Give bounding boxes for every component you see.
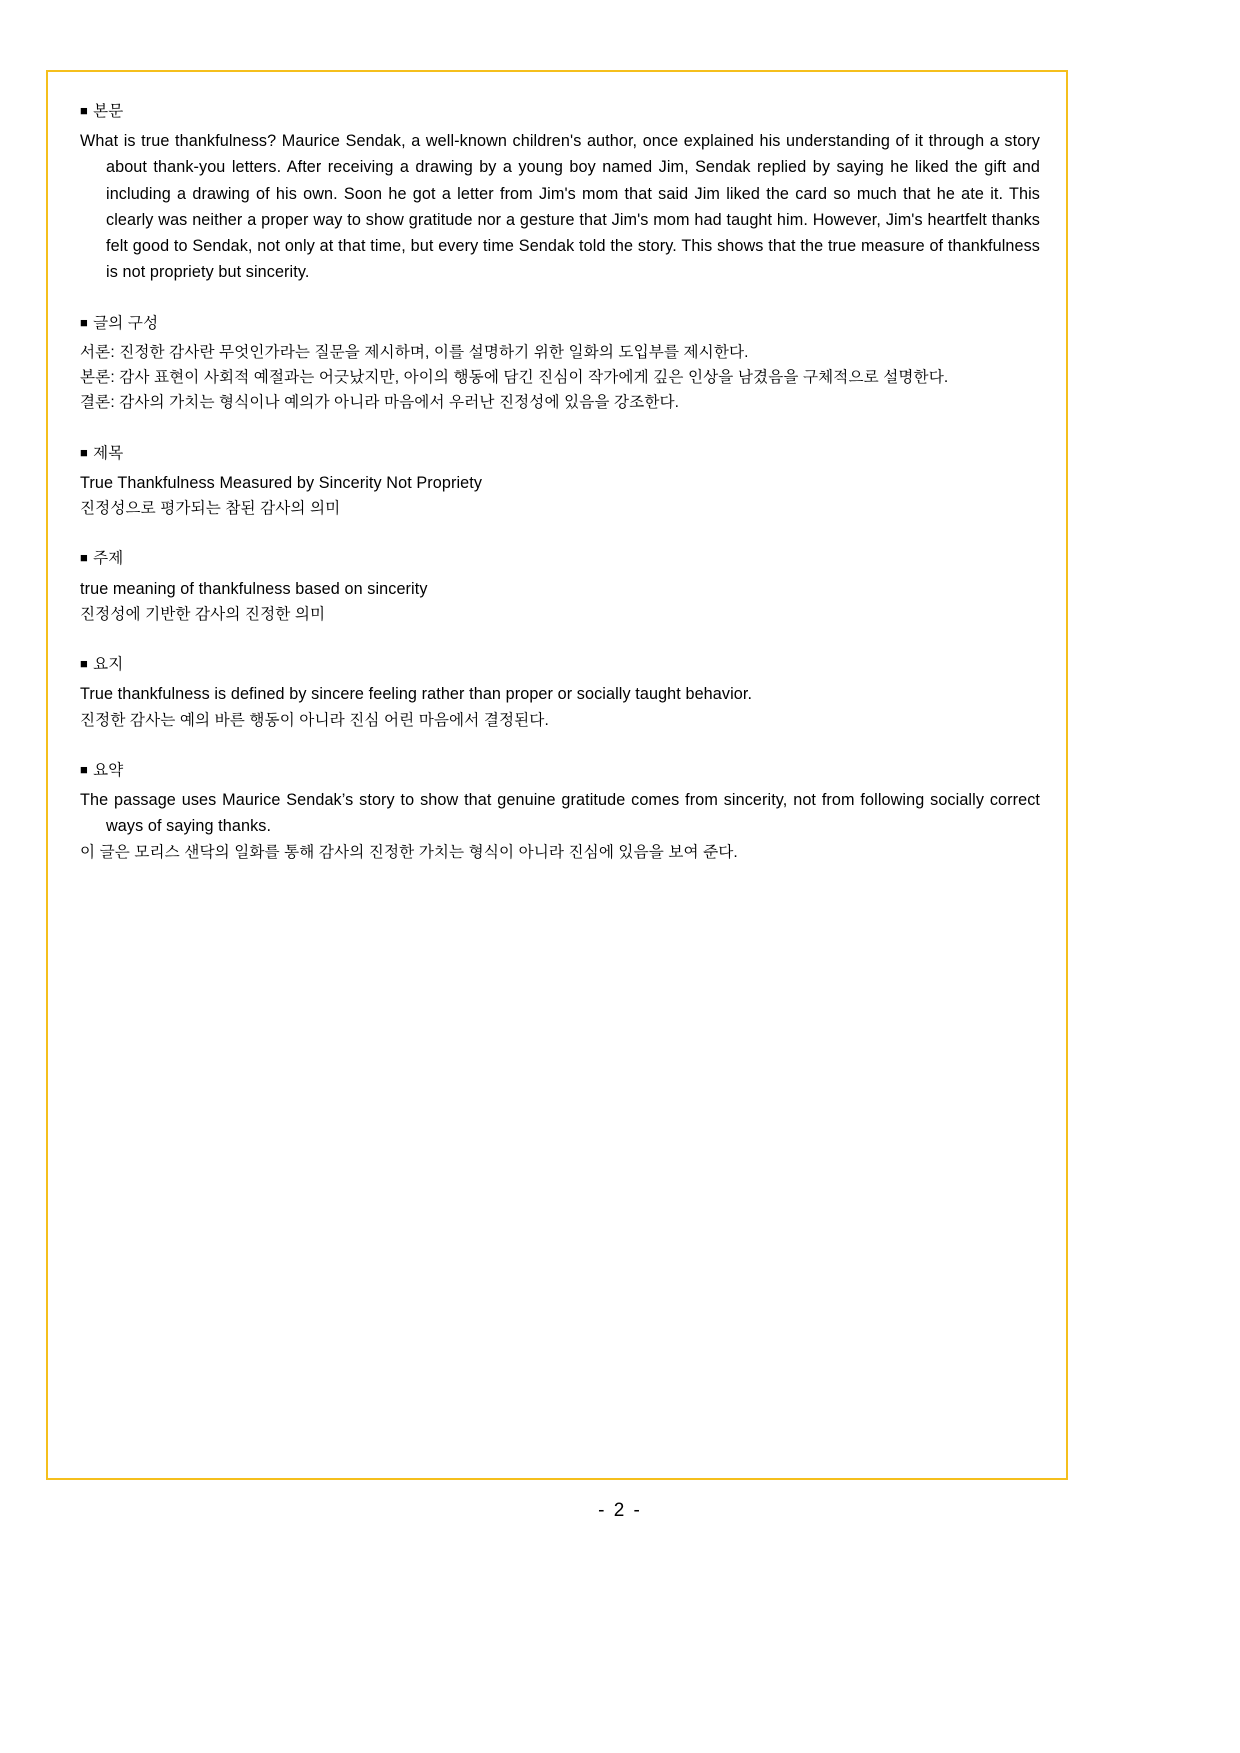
structure-intro-line: 서론: 진정한 감사란 무엇인가라는 질문을 제시하며, 이를 설명하기 위한 일화의 도입부를 제시한다. bbox=[80, 343, 749, 361]
summary-english: The passage uses Maurice Sendak’s story to show that genuine gratitude comes from sincerity, not from following socially correct ways of saying thanks. bbox=[80, 791, 1040, 836]
square-bullet-icon: ■ bbox=[80, 550, 89, 566]
square-bullet-icon: ■ bbox=[80, 656, 89, 672]
topic-korean: 진정성에 기반한 감사의 진정한 의미 bbox=[80, 605, 326, 623]
section-topic bbox=[80, 547, 1040, 627]
title-english: True Thankfulness Measured by Sincerity Not Propriety bbox=[80, 473, 483, 492]
square-bullet-icon: ■ bbox=[80, 761, 89, 777]
section-heading-label: 제목 bbox=[93, 444, 124, 462]
section-heading-label: 요약 bbox=[93, 761, 124, 779]
section-heading-label: 글의 구성 bbox=[93, 314, 159, 332]
section-heading bbox=[80, 547, 1040, 570]
section-heading bbox=[80, 759, 1040, 782]
section-bonmun bbox=[80, 100, 1040, 286]
page-number: - 2 - bbox=[598, 1500, 642, 1521]
page-content bbox=[48, 72, 1066, 885]
section-heading bbox=[80, 100, 1040, 123]
section-heading bbox=[80, 653, 1040, 676]
section-heading-label: 주제 bbox=[93, 550, 124, 568]
main-idea-korean: 진정한 감사는 예의 바른 행동이 아니라 진심 어린 마음에서 결정된다. bbox=[80, 711, 549, 729]
section-main-idea bbox=[80, 653, 1040, 733]
square-bullet-icon: ■ bbox=[80, 314, 89, 330]
square-bullet-icon: ■ bbox=[80, 103, 89, 118]
section-structure bbox=[80, 312, 1040, 416]
section-heading-label: 본문 bbox=[93, 103, 124, 120]
section-summary bbox=[80, 759, 1040, 865]
topic-english: true meaning of thankfulness based on sincerity bbox=[80, 579, 428, 598]
summary-korean: 이 글은 모리스 샌닥의 일화를 통해 감사의 진정한 가치는 형식이 아니라 진심에 있음을 보여 준다. bbox=[80, 843, 738, 861]
structure-conclusion-line: 결론: 감사의 가치는 형식이나 예의가 아니라 마음에서 우러난 진정성에 있음을 강조한다. bbox=[80, 394, 680, 412]
square-bullet-icon: ■ bbox=[80, 444, 89, 460]
section-heading bbox=[80, 312, 1040, 335]
document-page bbox=[46, 70, 1068, 1480]
structure-body-line: 본론: 감사 표현이 사회적 예절과는 어긋났지만, 아이의 행동에 담긴 진심이 작가에게 깊은 인상을 남겼음을 구체적으로 설명한다. bbox=[80, 369, 949, 387]
section-heading-label: 요지 bbox=[93, 656, 124, 674]
section-heading bbox=[80, 442, 1040, 465]
section-title bbox=[80, 442, 1040, 522]
main-idea-english: True thankfulness is defined by sincere feeling rather than proper or socially taught behavior. bbox=[80, 685, 753, 704]
title-korean: 진정성으로 평가되는 참된 감사의 의미 bbox=[80, 500, 341, 518]
passage-paragraph: What is true thankfulness? Maurice Sendak, a well-known children's author, once explained his understanding of it through a story about thank-you letters. After receiving a drawing by a young boy named Jim, Sendak replied by saying he liked the gift and including a drawing of his own. Soon he got a letter from Jim's mom that said Jim liked the card so much that he ate it. This clearly was neither a proper way to show gratitude nor a gesture that Jim's mom had taught him. However, Jim's heartfelt thanks felt good to Sendak, not only at that time, but every time Sendak told the story. This shows that the true measure of thankfulness is not propriety but sincerity. bbox=[80, 132, 1040, 282]
